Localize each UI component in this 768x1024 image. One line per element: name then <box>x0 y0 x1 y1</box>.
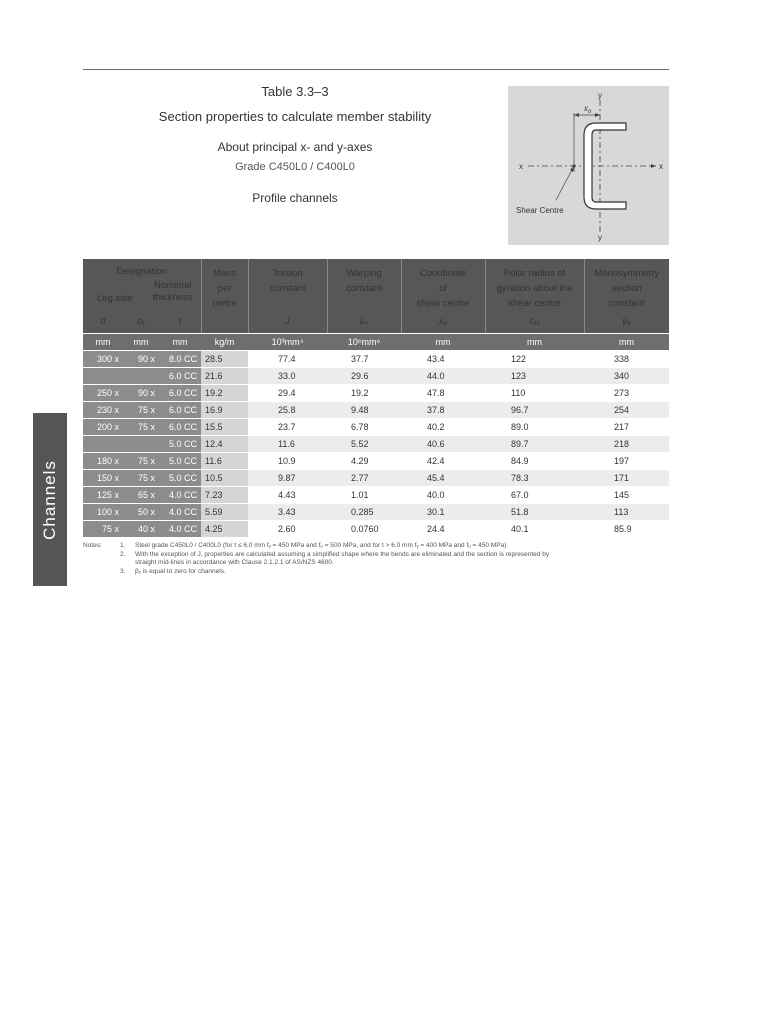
row-coordinate: 42.4 <box>401 453 485 470</box>
designation-header <box>83 259 201 334</box>
row-coordinate: 24.4 <box>401 521 485 538</box>
row-polar: 96.7 <box>485 402 584 419</box>
row-warping: 1.01 <box>327 487 401 504</box>
row-mono: 171 <box>584 470 669 487</box>
row-mass: 12.4 <box>201 436 248 453</box>
row-thickness: 6.0 CC <box>159 385 201 402</box>
row-warping: 9.48 <box>327 402 401 419</box>
symbol-J: J <box>285 316 290 326</box>
row-torsion: 4.43 <box>248 487 327 504</box>
shear-centre-label: Shear Centre <box>516 206 564 215</box>
row-depth: 230 x <box>83 402 123 419</box>
row-warping: 0.285 <box>327 504 401 521</box>
row-depth: 100 x <box>83 504 123 521</box>
row-polar: 40.1 <box>485 521 584 538</box>
table-row <box>83 419 669 436</box>
row-mass: 15.5 <box>201 419 248 436</box>
row-torsion: 29.4 <box>248 385 327 402</box>
row-polar: 89.0 <box>485 419 584 436</box>
row-torsion: 25.8 <box>248 402 327 419</box>
row-polar: 78.3 <box>485 470 584 487</box>
x0-label <box>583 104 592 115</box>
polar-header <box>485 259 584 334</box>
side-tab-label: Channels <box>40 459 59 540</box>
section-properties-table <box>83 259 669 538</box>
note-num-3: 3. <box>120 567 126 575</box>
symbol-beta: βᵧ <box>622 316 631 326</box>
row-torsion: 9.87 <box>248 470 327 487</box>
warping-header <box>327 259 401 334</box>
mass-line2: per <box>217 283 232 294</box>
row-depth: 200 x <box>83 419 123 436</box>
unit-d: mm <box>83 334 123 351</box>
row-thickness: 6.0 CC <box>159 419 201 436</box>
polar-line3: shear centre <box>508 298 561 309</box>
unit-r01: mm <box>485 334 584 351</box>
mono-line2: section <box>611 283 642 294</box>
polar-line2: gyration about the <box>496 283 573 294</box>
unit-mass: kg/m <box>201 334 248 351</box>
row-mono: 273 <box>584 385 669 402</box>
channel-outline <box>584 123 626 209</box>
row-flange: 75 x <box>123 470 159 487</box>
row-polar: 89.7 <box>485 436 584 453</box>
row-torsion: 11.6 <box>248 436 327 453</box>
note-text-3: βₓ is equal to zero for channels. <box>135 567 226 575</box>
row-thickness: 6.0 CC <box>159 402 201 419</box>
symbol-b1: b₁ <box>137 316 145 326</box>
row-polar: 67.0 <box>485 487 584 504</box>
unit-Iw: 10⁶mm⁶ <box>327 334 401 351</box>
notes-label: Notes: <box>83 542 102 549</box>
torsion-header <box>248 259 327 334</box>
shear-centre-leader <box>556 166 574 200</box>
row-warping: 6.78 <box>327 419 401 436</box>
table-row <box>83 470 669 487</box>
row-depth: 300 x <box>83 351 123 368</box>
row-coordinate: 37.8 <box>401 402 485 419</box>
row-flange: 75 x <box>123 402 159 419</box>
table-row <box>83 453 669 470</box>
row-depth: 75 x <box>83 521 123 538</box>
row-mass: 19.2 <box>201 385 248 402</box>
mass-header <box>201 259 248 334</box>
section-side-tab <box>33 413 67 586</box>
row-torsion: 2.60 <box>248 521 327 538</box>
row-polar: 123 <box>485 368 584 385</box>
profile-label: Profile channels <box>252 191 338 205</box>
torsion-line2: constant <box>269 283 306 294</box>
row-mass: 5.59 <box>201 504 248 521</box>
row-mono: 113 <box>584 504 669 521</box>
row-warping: 0.0760 <box>327 521 401 538</box>
mass-line3: metre <box>212 298 237 309</box>
table-body <box>83 351 669 538</box>
mass-line1: Mass <box>213 268 236 279</box>
row-flange: 50 x <box>123 504 159 521</box>
row-depth <box>83 436 123 453</box>
row-warping: 37.7 <box>327 351 401 368</box>
row-thickness: 4.0 CC <box>159 521 201 538</box>
note-num-2: 2. <box>120 550 126 558</box>
table-subtitle: About principal x- and y-axes <box>217 140 373 154</box>
coordinate-line2: of <box>439 283 447 294</box>
unit-beta: mm <box>584 334 669 351</box>
row-mono: 85.9 <box>584 521 669 538</box>
steel-grade: Grade C450L0 / C400L0 <box>235 161 355 173</box>
row-mass: 7.23 <box>201 487 248 504</box>
table-row <box>83 436 669 453</box>
top-rule <box>83 69 669 70</box>
row-mass: 4.25 <box>201 521 248 538</box>
row-warping: 19.2 <box>327 385 401 402</box>
row-mass: 10.5 <box>201 470 248 487</box>
row-coordinate: 47.8 <box>401 385 485 402</box>
symbol-x0: x₀ <box>438 316 448 326</box>
coordinate-header <box>401 259 485 334</box>
row-torsion: 10.9 <box>248 453 327 470</box>
row-torsion: 33.0 <box>248 368 327 385</box>
table-number: Table 3.3–3 <box>261 84 329 99</box>
symbol-d: d <box>100 316 106 326</box>
note-text-2: With the exception of J, properties are calculated assuming a simplified shape where the bends are eliminated and the section is represented by <box>135 550 550 558</box>
row-mass: 28.5 <box>201 351 248 368</box>
row-coordinate: 44.0 <box>401 368 485 385</box>
note-num-1: 1. <box>120 542 126 549</box>
units-row <box>83 334 669 351</box>
row-mono: 254 <box>584 402 669 419</box>
row-coordinate: 30.1 <box>401 504 485 521</box>
row-flange: 75 x <box>123 419 159 436</box>
table-row <box>83 521 669 538</box>
mono-header <box>584 259 669 334</box>
row-mono: 340 <box>584 368 669 385</box>
x0-arrow-left <box>574 113 579 117</box>
row-flange: 75 x <box>123 453 159 470</box>
table-title: Section properties to calculate member stability <box>158 109 432 124</box>
row-coordinate: 40.0 <box>401 487 485 504</box>
y-bottom-label: y <box>598 233 602 242</box>
x0-letter: x <box>584 104 588 113</box>
row-flange <box>123 436 159 453</box>
x-left-label: x <box>519 162 523 171</box>
row-depth: 125 x <box>83 487 123 504</box>
leg-size-label: Leg size <box>97 293 133 304</box>
row-thickness: 8.0 CC <box>159 351 201 368</box>
row-mass: 11.6 <box>201 453 248 470</box>
row-torsion: 77.4 <box>248 351 327 368</box>
row-depth: 180 x <box>83 453 123 470</box>
table-row <box>83 368 669 385</box>
row-depth: 250 x <box>83 385 123 402</box>
row-torsion: 23.7 <box>248 419 327 436</box>
row-mono: 338 <box>584 351 669 368</box>
row-depth <box>83 368 123 385</box>
row-flange: 90 x <box>123 385 159 402</box>
row-coordinate: 40.2 <box>401 419 485 436</box>
symbol-t: t <box>178 316 182 326</box>
row-thickness: 5.0 CC <box>159 470 201 487</box>
coordinate-line3: shear centre <box>416 298 470 309</box>
row-warping: 29.6 <box>327 368 401 385</box>
row-flange: 90 x <box>123 351 159 368</box>
row-warping: 4.29 <box>327 453 401 470</box>
leader-arrow <box>570 166 574 172</box>
mono-line1: Monosymmetry <box>594 268 660 279</box>
row-polar: 84.9 <box>485 453 584 470</box>
x-right-label: x <box>659 162 663 171</box>
row-thickness: 5.0 CC <box>159 453 201 470</box>
x-arrow <box>651 164 656 168</box>
row-mono: 197 <box>584 453 669 470</box>
channel-diagram-svg <box>508 86 669 245</box>
row-thickness: 4.0 CC <box>159 487 201 504</box>
table-row <box>83 402 669 419</box>
designation-label: Designation <box>116 266 167 277</box>
row-polar: 51.8 <box>485 504 584 521</box>
row-mass: 16.9 <box>201 402 248 419</box>
nominal-thickness-line1: Nomimal <box>153 280 192 291</box>
table-row <box>83 385 669 402</box>
symbol-r01: r₀₁ <box>529 316 540 326</box>
row-mono: 217 <box>584 419 669 436</box>
row-flange <box>123 368 159 385</box>
y-top-label: y <box>598 91 602 100</box>
row-flange: 65 x <box>123 487 159 504</box>
mono-line3: constant <box>608 298 645 309</box>
unit-J: 10³mm⁴ <box>248 334 327 351</box>
row-coordinate: 43.4 <box>401 351 485 368</box>
note-text-1: Steel grade C450L0 / C400L0 (for t ≤ 6.0 mm fᵧ = 450 MPa and fᵤ = 500 MPa, and for t > 6.0 mm fᵧ = 400 MPa and fᵤ = 450 MPa). <box>135 542 509 549</box>
row-warping: 5.52 <box>327 436 401 453</box>
row-polar: 122 <box>485 351 584 368</box>
symbol-Iw: Iᵥᵥ <box>359 316 369 326</box>
unit-t: mm <box>159 334 201 351</box>
table-row <box>83 351 669 368</box>
channel-section-diagram <box>508 86 669 245</box>
coordinate-line1: Coordinate <box>419 268 467 279</box>
row-thickness: 6.0 CC <box>159 368 201 385</box>
row-depth: 150 x <box>83 470 123 487</box>
row-thickness: 4.0 CC <box>159 504 201 521</box>
row-warping: 2.77 <box>327 470 401 487</box>
polar-line1: Polar radius of <box>503 268 566 279</box>
nominal-thickness-label <box>153 280 193 304</box>
warping-line1: Warping <box>346 268 382 279</box>
row-coordinate: 45.4 <box>401 470 485 487</box>
row-mass: 21.6 <box>201 368 248 385</box>
row-torsion: 3.43 <box>248 504 327 521</box>
table-row <box>83 504 669 521</box>
unit-x0: mm <box>401 334 485 351</box>
note-text-2b: straight mid-lines in accordance with Clause 2.1.2.1 of AS/NZS 4600. <box>135 559 334 566</box>
row-thickness: 5.0 CC <box>159 436 201 453</box>
row-mono: 145 <box>584 487 669 504</box>
x0-sub: o <box>588 109 592 115</box>
unit-b1: mm <box>123 334 159 351</box>
torsion-line1: Torsion <box>272 268 303 279</box>
header-row <box>83 259 669 334</box>
warping-line2: constant <box>346 283 382 294</box>
row-flange: 40 x <box>123 521 159 538</box>
row-coordinate: 40.6 <box>401 436 485 453</box>
x0-arrow-right <box>595 113 600 117</box>
table-row <box>83 487 669 504</box>
row-polar: 110 <box>485 385 584 402</box>
nominal-thickness-line2: thickness <box>152 292 193 303</box>
row-mono: 218 <box>584 436 669 453</box>
